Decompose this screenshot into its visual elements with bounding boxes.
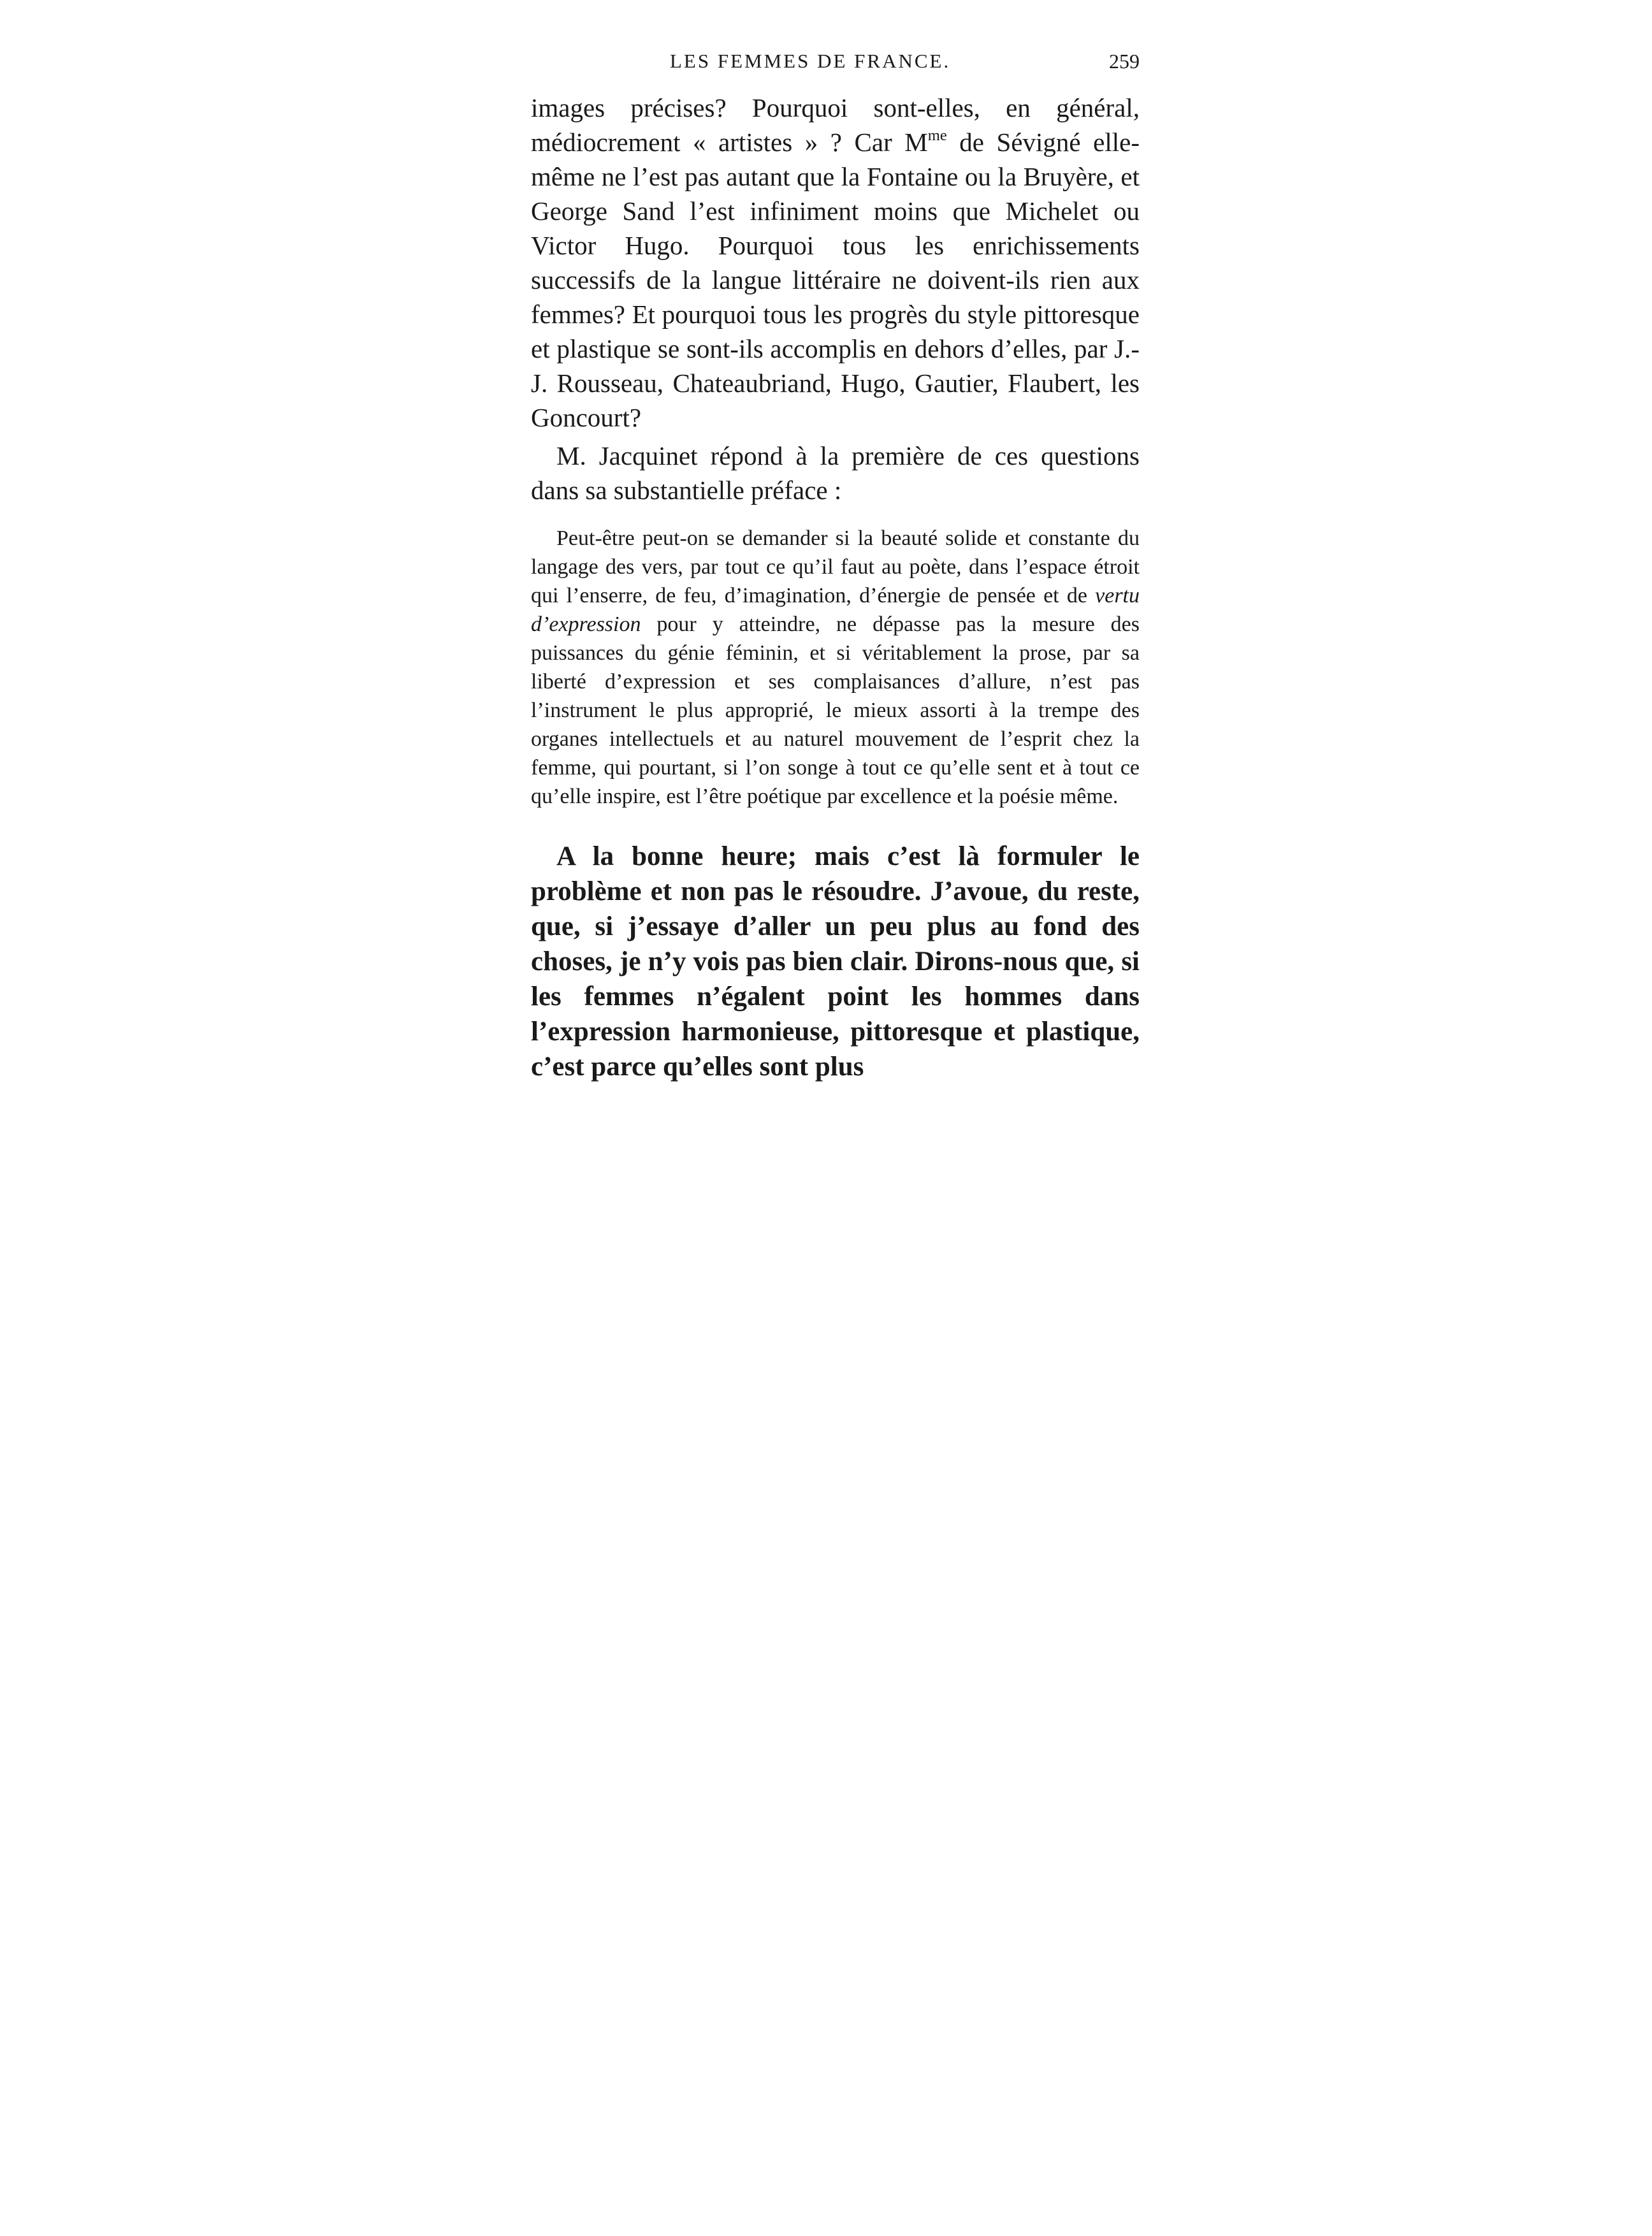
- paragraph-2: M. Jacquinet répond à la première de ces questions dans sa substantielle préface :: [531, 441, 1140, 505]
- quote-text-b: pour y atteindre, ne dépasse pas la mesure des puissances du génie féminin, et si véritablement la prose, par sa liberté d’expression et ses complaisances d’allure, n’est pas l’instrument le plus approprié, le mieux assorti à la trempe des organes intellectuels et au naturel mouvement de l’esprit chez la femme, qui pourtant, si l’on songe à tout ce qu’elle sent et à tout ce qu’elle inspire, est l’être poétique par excellence et la poésie même.: [531, 613, 1140, 808]
- running-head: [531, 45, 1140, 76]
- page-number: 259: [1109, 50, 1140, 73]
- block-quote: [531, 524, 1140, 811]
- quote-emphasis: vertu d’expression: [531, 584, 1140, 636]
- paragraph-1: [531, 91, 1140, 435]
- book-page: [531, 45, 1140, 1084]
- paragraph-1-text: images précises? Pourquoi sont-elles, en général, médiocrement « artistes » ? Car M: [531, 93, 1140, 157]
- paragraph-3: A la bonne heure; mais c’est là formuler le problème et non pas le résoudre. J’avoue, du reste, que, si j’essaye d’aller un peu plus au fond des choses, je n’y vois pas bien clair. Dirons-nous que, si les femmes n’égalent point les hommes dans l’expression harmonieuse, pittoresque et plastique, c’est parce qu’elles sont plus: [531, 841, 1140, 1082]
- paragraph-1-text-rest: de Sévigné elle-même ne l’est pas autant que la Fontaine ou la Bruyère, et George Sand l’est infiniment moins que Michelet ou Victor Hugo. Pourquoi tous les enrichissements successifs de la langue littéraire ne doivent-ils rien aux femmes? Et pourquoi tous les progrès du style pittoresque et plastique se sont-ils accomplis en dehors d’elles, par J.-J. Rousseau, Chateaubriand, Hugo, Gautier, Flaubert, les Goncourt?: [531, 127, 1140, 432]
- running-title: LES FEMMES DE FRANCE.: [670, 50, 951, 72]
- quote-text-a: Peut-être peut-on se demander si la beauté solide et constante du langage des vers, par tout ce qu’il faut au poète, dans l’espace étroit qui l’enserre, de feu, d’imagination, d’énergie de pensée et de: [531, 526, 1140, 607]
- madame-abbreviation-sup: me: [927, 126, 947, 144]
